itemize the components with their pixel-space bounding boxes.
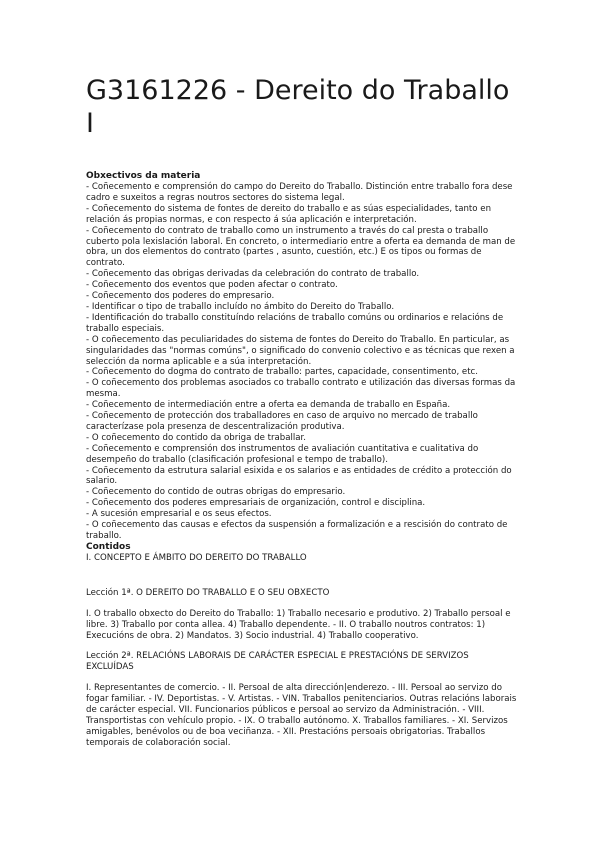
objective-item: - Coñecemento dos poderes do empresario. (86, 291, 275, 302)
objective-item: - Identificar o tipo de traballo incluído no ámbito do Dereito do Traballo. (86, 301, 395, 312)
objectives-heading: Obxectivos da materia (86, 171, 201, 181)
objective-item: - Coñecemento dos eventos que poden afectar o contrato. (86, 280, 338, 291)
objective-item: - Coñecemento das obrigas derivadas da celebración do contrato de traballo. (86, 269, 420, 280)
objective-item: - O coñecemento dos problemas asociados co traballo contrato e utilización das diversas formas da mesma. (86, 378, 516, 400)
objective-item: - Coñecemento de protección dos traballadores en caso de arquivo no mercado de traballo caracterízase pola presenza de descentralización produtiva. (86, 411, 478, 432)
objective-item: - Coñecemento dos poderes empresariais de organización, control e disciplina. (86, 498, 426, 509)
objectives-list (86, 182, 519, 542)
objective-item: - O coñecemento do contido da obriga de traballar. (86, 432, 307, 443)
objective-item: - O coñecemento das causas e efectos da suspensión a formalización e a rescisión do contrato de traballo. (86, 520, 508, 541)
objective-item: - Coñecemento do contrato de traballo como un instrumento a través do cal presta o traballo cuberto pola lexislación laboral. En concreto, o intermediario entre a oferta ea demanda de man de obra, un dos elementos do contrato (partes , asunto, cuestión, etc.) E os tipos ou formas de contrato. (86, 225, 516, 269)
objective-item: - Coñecemento de intermediación entre a oferta ea demanda de traballo en España. (86, 400, 451, 411)
contents-heading: Contidos (86, 541, 131, 552)
part-title: I. CONCEPTO E ÁMBITO DO DEREITO DO TRABALLO (86, 552, 307, 563)
objective-item: - Coñecemento do contido de outras obrigas do empresario. (86, 487, 346, 498)
objective-item: - Coñecemento e comprensión dos instrumentos de avaliación cuantitativa e cualitativa do desempeño do traballo (clasificación profesional e tempo de traballo). (86, 443, 479, 465)
document-title: G3161226 - Dereito do Traballo I (86, 75, 510, 139)
objective-item: - Coñecemento do dogma do contrato de traballo: partes, capacidade, consentimento, etc. (86, 367, 479, 378)
objective-item: - O coñecemento das peculiaridades do sistema de fontes do Dereito do Traballo. En particular, as singularidades das "normas comúns", o significado do convenio colectivo e as técnicas que rexen a selección da norma aplicable e a súa interpretación. (86, 334, 515, 367)
lesson-2-body: I. Representantes de comercio. - II. Persoal de alta dirección|enderezo. - III. Persoal ao servizo do fogar familiar. - IV. Deportistas. - V. Artistas. - VIN. Traballos penitenciarios. Outras relacións laborais de carácter especial. VII. Funcionarios públicos e persoal ao servizo da Administración. - VIII. Transportistas con vehículo propio. - IX. O traballo autónomo. X. Traballos familiares. - XI. Servizos amigables, benévolos ou de boa veciñanza. - XII. Prestacións persoais obrigatorias. Traballos temporais de colaboración social. (86, 683, 517, 748)
objective-item: - Identificación do traballo constituíndo relacións de traballo comúns ou ordinarios e relacións de traballo especiais. (86, 312, 504, 334)
objective-item: - A sucesión empresarial e os seus efectos. (86, 509, 272, 520)
objective-item: - Coñecemento da estrutura salarial esixida e os salarios e as entidades de crédito a protección do salario. (86, 465, 512, 487)
objective-item: - Coñecemento e comprensión do campo do Dereito do Traballo. Distinción entre traballo fora dese cadro e suxeitos a regras noutros sectores do sistema legal. (86, 182, 513, 203)
lesson-1-title: Lección 1ª. O DEREITO DO TRABALLO E O SEU OBXECTO (86, 587, 330, 598)
objective-item: - Coñecemento do sistema de fontes de dereito do traballo e as súas especialidades, tanto en relación ás propias normas, e con respecto á súa aplicación e interpretación. (86, 203, 492, 225)
lesson-2-title: Lección 2ª. RELACIÓNS LABORAIS DE CARÁCTER ESPECIAL E PRESTACIÓNS DE SERVIZOS EXCLUÍDAS (86, 651, 469, 673)
lesson-1-body: I. O traballo obxecto do Dereito do Traballo: 1) Traballo necesario e produtivo. 2) Traballo persoal e libre. 3) Traballo por conta allea. 4) Traballo dependente. - II. O traballo noutros contratos: 1) Execucións de obra. 2) Mandatos. 3) Socio industrial. 4) Traballo cooperativo. (86, 608, 511, 641)
